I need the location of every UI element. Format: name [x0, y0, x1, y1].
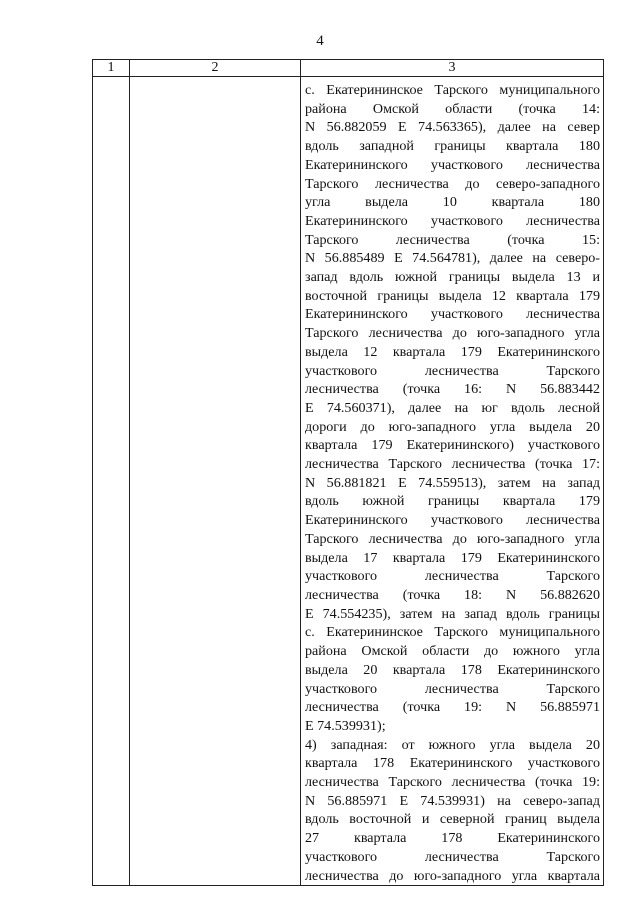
text-line: восточной границы выдела 12 квартала 179 — [305, 287, 600, 304]
page-number: 4 — [316, 33, 324, 49]
text-line: участкового лесничества Тарского — [305, 568, 600, 585]
text-line: лесничества (точка 18: N 56.882620 — [305, 586, 600, 603]
text-line: лесничества Тарского лесничества (точка 17: — [305, 456, 600, 473]
cell-col-1 — [93, 77, 130, 886]
text-line: вдоль южной границы квартала 179 — [305, 493, 600, 510]
text-line: N 56.885489 E 74.564781), далее на северо- — [305, 250, 600, 267]
text-line: вдоль восточной и северной границ выдела — [305, 811, 600, 828]
text-line: Екатерининского участкового лесничества — [305, 512, 600, 529]
text-line: участкового лесничества Тарского — [305, 680, 600, 697]
text-line: выдела 20 квартала 178 Екатерининского — [305, 661, 600, 678]
cell-col-2 — [130, 77, 301, 886]
text-line: 4) западная: от южного угла выдела 20 — [305, 736, 600, 753]
text-line: выдела 12 квартала 179 Екатерининского — [305, 343, 600, 360]
text-line: лесничества (точка 16: N 56.883442 — [305, 381, 600, 398]
header-col-1: 1 — [93, 60, 130, 77]
text-line: N 56.881821 E 74.559513), затем на запад — [305, 474, 600, 491]
text-line: N 56.882059 E 74.563365), далее на север — [305, 119, 600, 136]
text-line: E 74.560371), далее на юг вдоль лесной — [305, 399, 600, 416]
text-line: Екатерининского участкового лесничества — [305, 212, 600, 229]
text-line: дороги до юго-западного угла выдела 20 — [305, 418, 600, 435]
text-line: участкового лесничества Тарского — [305, 848, 600, 865]
text-line: с. Екатерининское Тарского муниципального — [305, 82, 600, 98]
text-line: лесничества Тарского лесничества (точка 19: — [305, 774, 600, 791]
text-line: E 74.554235), затем на запад вдоль границы — [305, 605, 600, 622]
text-line: 27 квартала 178 Екатерининского — [305, 830, 600, 847]
text-line: вдоль западной границы квартала 180 — [305, 138, 600, 155]
document-table — [92, 59, 604, 886]
table-row — [93, 77, 604, 886]
header-col-3: 3 — [301, 60, 604, 77]
text-line: района Омской области (точка 14: — [305, 100, 600, 117]
text-line: запад вдоль южной границы выдела 13 и — [305, 269, 600, 286]
text-line: района Омской области до южного угла — [305, 643, 600, 660]
text-line: Тарского лесничества до юго-западного угла — [305, 325, 600, 342]
text-line: Екатерининского участкового лесничества — [305, 306, 600, 323]
text-line: лесничества до юго-западного угла квартала — [305, 867, 600, 884]
text-line: лесничества (точка 19: N 56.885971 — [305, 699, 600, 716]
text-line: выдела 17 квартала 179 Екатерининского — [305, 549, 600, 566]
text-line: Тарского лесничества (точка 15: — [305, 231, 600, 248]
cell-col-3 — [301, 77, 604, 886]
text-line: Тарского лесничества до северо-западного — [305, 175, 600, 192]
text-line: Тарского лесничества до юго-западного угла — [305, 530, 600, 547]
text-line: Екатерининского участкового лесничества — [305, 156, 600, 173]
text-line: N 56.885971 E 74.539931) на северо-запад — [305, 792, 600, 809]
text-line: с. Екатерининское Тарского муниципального — [305, 624, 600, 641]
header-col-2: 2 — [130, 60, 301, 77]
table-header-row — [93, 60, 604, 77]
text-line: угла выдела 10 квартала 180 — [305, 194, 600, 211]
text-line: E 74.539931); — [305, 717, 386, 734]
text-line: квартала 178 Екатерининского участкового — [305, 755, 600, 772]
text-line: квартала 179 Екатерининского) участкового — [305, 437, 600, 454]
text-line: участкового лесничества Тарского — [305, 362, 600, 379]
boundary-description-text — [301, 77, 603, 885]
